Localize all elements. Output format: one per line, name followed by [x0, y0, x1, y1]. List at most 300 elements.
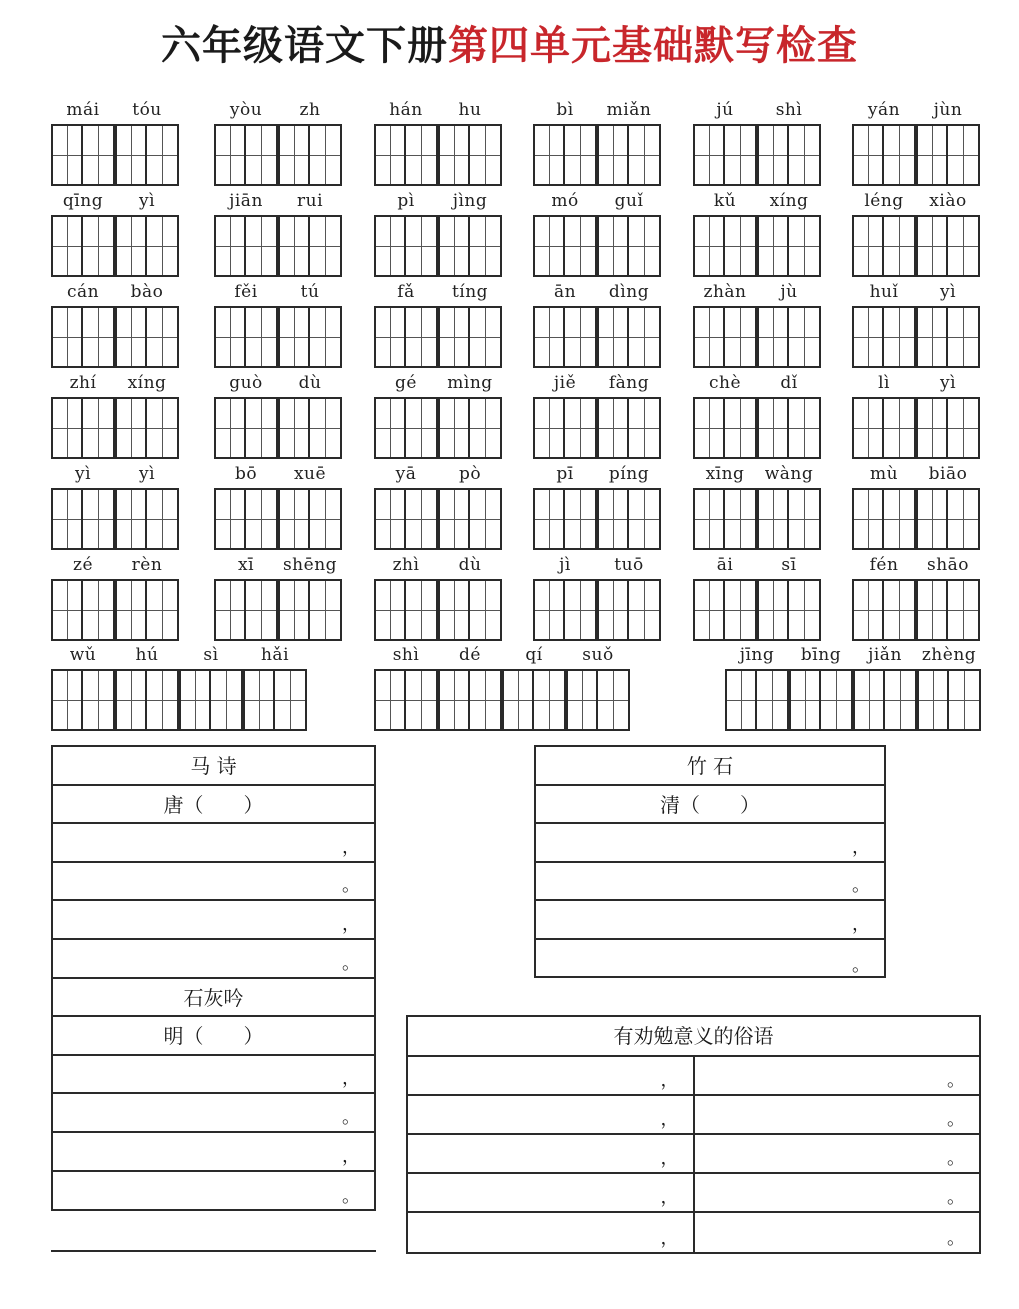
- writing-cell[interactable]: [438, 306, 470, 368]
- tianzi-grid: [214, 215, 342, 277]
- vocab-item: [214, 191, 342, 277]
- pinyin-syllable: xī: [237, 555, 255, 575]
- pinyin-syllable: yì: [138, 191, 156, 211]
- writing-cell[interactable]: [565, 579, 597, 641]
- page-title: [0, 14, 1019, 71]
- writing-cell[interactable]: [789, 579, 821, 641]
- writing-cell[interactable]: [948, 306, 980, 368]
- writing-cell[interactable]: [757, 579, 789, 641]
- punct: ，: [660, 1187, 679, 1208]
- proverb-first-half[interactable]: [408, 1135, 695, 1172]
- writing-cell[interactable]: [275, 669, 307, 731]
- title-unit: 第四单元基础默写检查: [448, 23, 858, 69]
- writing-cell[interactable]: [725, 579, 757, 641]
- writing-cell[interactable]: [789, 306, 821, 368]
- writing-cell[interactable]: [470, 579, 502, 641]
- poem-shihuiyin-line-2[interactable]: [53, 1094, 374, 1133]
- writing-cell[interactable]: [438, 397, 470, 459]
- pinyin-row: [51, 100, 179, 124]
- punct: 。: [342, 952, 360, 974]
- pinyin-syllable: zhàn: [703, 282, 747, 302]
- pinyin-row: [533, 555, 661, 579]
- writing-cell[interactable]: [115, 579, 147, 641]
- writing-cell[interactable]: [147, 215, 179, 277]
- pinyin-syllable: sì: [203, 645, 219, 665]
- writing-cell[interactable]: [115, 488, 147, 550]
- writing-cell[interactable]: [243, 669, 275, 731]
- pinyin-row: [693, 191, 821, 215]
- writing-cell[interactable]: [278, 306, 310, 368]
- punct: 。: [852, 875, 870, 897]
- pinyin-row: [214, 100, 342, 124]
- vocab-item: [693, 282, 821, 368]
- writing-cell[interactable]: [916, 397, 948, 459]
- writing-cell[interactable]: [629, 488, 661, 550]
- writing-cell[interactable]: [821, 669, 853, 731]
- writing-cell[interactable]: [83, 124, 115, 186]
- writing-cell[interactable]: [693, 306, 725, 368]
- writing-cell[interactable]: [51, 397, 83, 459]
- proverb-second-half[interactable]: [695, 1174, 980, 1211]
- writing-cell[interactable]: [565, 215, 597, 277]
- writing-cell[interactable]: [51, 579, 83, 641]
- proverb-first-half[interactable]: [408, 1174, 695, 1211]
- writing-cell[interactable]: [597, 215, 629, 277]
- writing-cell[interactable]: [211, 669, 243, 731]
- writing-cell[interactable]: [246, 488, 278, 550]
- writing-cell[interactable]: [179, 669, 211, 731]
- pinyin-row: [214, 555, 342, 579]
- pinyin-syllable: fǎ: [397, 282, 415, 302]
- writing-cell[interactable]: [51, 669, 83, 731]
- poem-zhushi-line-4[interactable]: [536, 940, 884, 979]
- pinyin-row: [51, 645, 307, 669]
- writing-cell[interactable]: [789, 669, 821, 731]
- writing-cell[interactable]: [693, 215, 725, 277]
- writing-cell[interactable]: [406, 306, 438, 368]
- vocab-item: [51, 464, 179, 550]
- poem-zhushi-author[interactable]: 清（ ）: [536, 786, 884, 825]
- vocab-item: [374, 464, 502, 550]
- writing-cell[interactable]: [214, 306, 246, 368]
- writing-cell[interactable]: [214, 215, 246, 277]
- poem-ma-line-2[interactable]: [53, 863, 374, 902]
- pinyin-row: [214, 464, 342, 488]
- pinyin-syllable: jùn: [933, 100, 963, 120]
- pinyin-syllable: xīng: [705, 464, 745, 484]
- proverb-first-half[interactable]: [408, 1057, 695, 1094]
- writing-cell[interactable]: [533, 488, 565, 550]
- tianzi-grid: [374, 306, 502, 368]
- writing-cell[interactable]: [147, 488, 179, 550]
- punct: 。: [947, 1070, 965, 1091]
- writing-cell[interactable]: [310, 215, 342, 277]
- pinyin-row: [51, 191, 179, 215]
- writing-cell[interactable]: [852, 488, 884, 550]
- pinyin-row: [693, 282, 821, 306]
- writing-cell[interactable]: [406, 124, 438, 186]
- punct: 。: [947, 1109, 965, 1130]
- writing-cell[interactable]: [438, 579, 470, 641]
- pinyin-row: [51, 555, 179, 579]
- vocab-item: [51, 373, 179, 459]
- pinyin-syllable: suǒ: [582, 645, 614, 665]
- writing-cell[interactable]: [374, 579, 406, 641]
- poem-zhushi-line-2[interactable]: [536, 863, 884, 902]
- tianzi-grid: [374, 579, 502, 641]
- writing-cell[interactable]: [115, 669, 147, 731]
- proverb-second-half[interactable]: [695, 1213, 980, 1252]
- poem-zhushi-line-1[interactable]: [536, 824, 884, 863]
- pinyin-syllable: chè: [708, 373, 742, 393]
- vocab-item: [852, 100, 980, 186]
- pinyin-syllable: mái: [66, 100, 100, 120]
- writing-cell[interactable]: [565, 397, 597, 459]
- writing-cell[interactable]: [725, 306, 757, 368]
- writing-cell[interactable]: [310, 124, 342, 186]
- writing-cell[interactable]: [246, 306, 278, 368]
- tianzi-grid: [214, 306, 342, 368]
- writing-cell[interactable]: [789, 124, 821, 186]
- writing-cell[interactable]: [597, 488, 629, 550]
- poem-ma-line-3[interactable]: [53, 901, 374, 940]
- pinyin-syllable: yì: [74, 464, 92, 484]
- pinyin-syllable: xíng: [769, 191, 809, 211]
- writing-cell[interactable]: [533, 306, 565, 368]
- writing-cell[interactable]: [51, 215, 83, 277]
- writing-cell[interactable]: [884, 579, 916, 641]
- writing-cell[interactable]: [949, 669, 981, 731]
- writing-cell[interactable]: [597, 579, 629, 641]
- proverb-first-half[interactable]: [408, 1213, 695, 1252]
- writing-cell[interactable]: [948, 579, 980, 641]
- writing-cell[interactable]: [533, 215, 565, 277]
- pinyin-syllable: cán: [66, 282, 100, 302]
- writing-cell[interactable]: [470, 215, 502, 277]
- writing-cell[interactable]: [789, 397, 821, 459]
- tianzi-grid: [374, 124, 502, 186]
- pinyin-row: [852, 373, 980, 397]
- writing-cell[interactable]: [374, 669, 406, 731]
- writing-cell[interactable]: [597, 306, 629, 368]
- tianzi-grid: [51, 397, 179, 459]
- punct: ，: [852, 913, 870, 935]
- writing-cell[interactable]: [51, 306, 83, 368]
- poem-zhushi-line-3[interactable]: [536, 901, 884, 940]
- writing-cell[interactable]: [565, 124, 597, 186]
- pinyin-syllable: lì: [878, 373, 890, 393]
- writing-cell[interactable]: [884, 397, 916, 459]
- writing-cell[interactable]: [884, 488, 916, 550]
- writing-cell[interactable]: [916, 579, 948, 641]
- proverb-second-half[interactable]: [695, 1096, 980, 1133]
- writing-cell[interactable]: [147, 669, 179, 731]
- pinyin-syllable: hǎi: [260, 645, 290, 665]
- pinyin-syllable: tóu: [132, 100, 162, 120]
- writing-cell[interactable]: [852, 579, 884, 641]
- pinyin-row: [852, 282, 980, 306]
- writing-cell[interactable]: [852, 397, 884, 459]
- pinyin-syllable: tíng: [451, 282, 489, 302]
- writing-cell[interactable]: [597, 397, 629, 459]
- writing-cell[interactable]: [757, 124, 789, 186]
- pinyin-syllable: fàng: [608, 373, 650, 393]
- pinyin-syllable: shēng: [282, 555, 338, 575]
- poem-ma-author[interactable]: 唐（ ）: [53, 786, 374, 825]
- pinyin-syllable: kǔ: [713, 191, 737, 211]
- proverb-second-half[interactable]: [695, 1135, 980, 1172]
- writing-cell[interactable]: [374, 215, 406, 277]
- writing-cell[interactable]: [533, 124, 565, 186]
- writing-cell[interactable]: [502, 669, 534, 731]
- writing-cell[interactable]: [885, 669, 917, 731]
- writing-cell[interactable]: [246, 579, 278, 641]
- writing-cell[interactable]: [948, 488, 980, 550]
- tianzi-grid: [51, 215, 179, 277]
- pinyin-row: [51, 373, 179, 397]
- writing-cell[interactable]: [83, 306, 115, 368]
- writing-cell[interactable]: [757, 215, 789, 277]
- punct: ，: [342, 836, 360, 858]
- writing-cell[interactable]: [629, 215, 661, 277]
- writing-cell[interactable]: [565, 306, 597, 368]
- writing-cell[interactable]: [725, 397, 757, 459]
- writing-cell[interactable]: [310, 488, 342, 550]
- writing-cell[interactable]: [438, 669, 470, 731]
- poem-shihuiyin-line-1[interactable]: [53, 1056, 374, 1095]
- writing-cell[interactable]: [147, 124, 179, 186]
- tianzi-grid: [533, 215, 661, 277]
- vocab-item: [214, 282, 342, 368]
- writing-cell[interactable]: [725, 669, 757, 731]
- pinyin-syllable: pò: [458, 464, 482, 484]
- pinyin-row: [533, 100, 661, 124]
- poem-shihuiyin-line-3[interactable]: [53, 1133, 374, 1172]
- pinyin-row: [374, 645, 630, 669]
- writing-cell[interactable]: [310, 306, 342, 368]
- writing-cell[interactable]: [725, 488, 757, 550]
- writing-cell[interactable]: [246, 397, 278, 459]
- writing-cell[interactable]: [629, 397, 661, 459]
- writing-cell[interactable]: [374, 397, 406, 459]
- writing-cell[interactable]: [246, 124, 278, 186]
- pinyin-syllable: jìng: [452, 191, 488, 211]
- punct: 。: [947, 1228, 965, 1249]
- writing-cell[interactable]: [83, 488, 115, 550]
- pinyin-syllable: yán: [867, 100, 901, 120]
- writing-cell[interactable]: [597, 124, 629, 186]
- pinyin-row: [51, 282, 179, 306]
- writing-cell[interactable]: [916, 124, 948, 186]
- pinyin-syllable: jì: [559, 555, 571, 575]
- tianzi-grid: [51, 669, 307, 731]
- tianzi-grid: [693, 488, 821, 550]
- writing-cell[interactable]: [533, 579, 565, 641]
- tianzi-grid: [214, 124, 342, 186]
- writing-cell[interactable]: [916, 215, 948, 277]
- pinyin-row: [693, 555, 821, 579]
- pinyin-row: [533, 191, 661, 215]
- proverb-second-half[interactable]: [695, 1057, 980, 1094]
- writing-cell[interactable]: [115, 215, 147, 277]
- pinyin-syllable: ān: [553, 282, 577, 302]
- poem-ma-line-1[interactable]: [53, 824, 374, 863]
- writing-cell[interactable]: [917, 669, 949, 731]
- writing-cell[interactable]: [470, 488, 502, 550]
- writing-cell[interactable]: [852, 215, 884, 277]
- writing-cell[interactable]: [470, 306, 502, 368]
- writing-cell[interactable]: [115, 306, 147, 368]
- writing-cell[interactable]: [214, 397, 246, 459]
- tianzi-grid: [374, 669, 630, 731]
- writing-cell[interactable]: [884, 124, 916, 186]
- pinyin-syllable: zhì: [392, 555, 420, 575]
- pinyin-syllable: jú: [716, 100, 734, 120]
- writing-cell[interactable]: [406, 669, 438, 731]
- writing-cell[interactable]: [693, 579, 725, 641]
- writing-cell[interactable]: [51, 124, 83, 186]
- pinyin-row: [693, 373, 821, 397]
- pinyin-syllable: zhí: [69, 373, 97, 393]
- writing-cell[interactable]: [629, 579, 661, 641]
- writing-cell[interactable]: [115, 397, 147, 459]
- writing-cell[interactable]: [51, 488, 83, 550]
- proverb-first-half[interactable]: [408, 1096, 695, 1133]
- writing-cell[interactable]: [278, 124, 310, 186]
- writing-cell[interactable]: [374, 124, 406, 186]
- writing-cell[interactable]: [533, 397, 565, 459]
- pinyin-syllable: zé: [72, 555, 94, 575]
- writing-cell[interactable]: [115, 124, 147, 186]
- writing-cell[interactable]: [406, 579, 438, 641]
- pinyin-row: [533, 464, 661, 488]
- writing-cell[interactable]: [948, 124, 980, 186]
- writing-cell[interactable]: [214, 579, 246, 641]
- writing-cell[interactable]: [757, 397, 789, 459]
- pinyin-syllable: bō: [234, 464, 258, 484]
- poem-zhushi-title: 竹 石: [536, 747, 884, 786]
- writing-cell[interactable]: [83, 215, 115, 277]
- poem-shihuiyin-author[interactable]: 明（ ）: [53, 1017, 374, 1056]
- writing-cell[interactable]: [406, 488, 438, 550]
- writing-cell[interactable]: [693, 488, 725, 550]
- writing-cell[interactable]: [83, 397, 115, 459]
- vocab-item: [725, 645, 981, 731]
- writing-cell[interactable]: [278, 397, 310, 459]
- writing-cell[interactable]: [374, 306, 406, 368]
- writing-cell[interactable]: [406, 397, 438, 459]
- writing-cell[interactable]: [884, 215, 916, 277]
- writing-cell[interactable]: [948, 397, 980, 459]
- writing-cell[interactable]: [853, 669, 885, 731]
- writing-cell[interactable]: [693, 124, 725, 186]
- writing-cell[interactable]: [147, 397, 179, 459]
- writing-cell[interactable]: [246, 215, 278, 277]
- tianzi-grid: [374, 397, 502, 459]
- writing-cell[interactable]: [83, 669, 115, 731]
- tianzi-grid: [51, 488, 179, 550]
- writing-cell[interactable]: [147, 579, 179, 641]
- writing-cell[interactable]: [725, 124, 757, 186]
- vocab-item: [214, 464, 342, 550]
- punct: 。: [342, 1186, 360, 1208]
- writing-cell[interactable]: [916, 488, 948, 550]
- tianzi-grid: [214, 579, 342, 641]
- writing-cell[interactable]: [278, 215, 310, 277]
- writing-cell[interactable]: [852, 306, 884, 368]
- writing-cell[interactable]: [757, 488, 789, 550]
- writing-cell[interactable]: [470, 669, 502, 731]
- title-grade: 六年级语文下册: [161, 23, 448, 69]
- writing-cell[interactable]: [852, 124, 884, 186]
- writing-cell[interactable]: [310, 397, 342, 459]
- pinyin-syllable: zh: [299, 100, 321, 120]
- pinyin-syllable: rèn: [131, 555, 163, 575]
- pinyin-syllable: mó: [551, 191, 579, 211]
- writing-cell[interactable]: [214, 124, 246, 186]
- writing-cell[interactable]: [147, 306, 179, 368]
- writing-cell[interactable]: [534, 669, 566, 731]
- writing-cell[interactable]: [948, 215, 980, 277]
- writing-cell[interactable]: [757, 669, 789, 731]
- writing-cell[interactable]: [598, 669, 630, 731]
- writing-cell[interactable]: [757, 306, 789, 368]
- vocab-item: [693, 373, 821, 459]
- writing-cell[interactable]: [438, 215, 470, 277]
- writing-cell[interactable]: [693, 397, 725, 459]
- writing-cell[interactable]: [629, 306, 661, 368]
- writing-cell[interactable]: [438, 488, 470, 550]
- writing-cell[interactable]: [629, 124, 661, 186]
- poem-zhushi-box: [534, 745, 886, 978]
- writing-cell[interactable]: [83, 579, 115, 641]
- pinyin-row: [852, 191, 980, 215]
- pinyin-syllable: dìng: [608, 282, 650, 302]
- pinyin-syllable: pì: [397, 191, 415, 211]
- writing-cell[interactable]: [916, 306, 948, 368]
- tianzi-grid: [51, 124, 179, 186]
- punct: 。: [852, 954, 870, 976]
- writing-cell[interactable]: [278, 579, 310, 641]
- writing-cell[interactable]: [470, 397, 502, 459]
- writing-cell[interactable]: [438, 124, 470, 186]
- writing-cell[interactable]: [406, 215, 438, 277]
- tianzi-grid: [852, 488, 980, 550]
- writing-cell[interactable]: [566, 669, 598, 731]
- writing-cell[interactable]: [725, 215, 757, 277]
- pinyin-syllable: shāo: [926, 555, 970, 575]
- pinyin-syllable: wǔ: [69, 645, 97, 665]
- pinyin-syllable: fěi: [234, 282, 258, 302]
- punct: ，: [342, 1068, 360, 1090]
- pinyin-syllable: guǐ: [614, 191, 644, 211]
- vocab-item: [214, 555, 342, 641]
- writing-cell[interactable]: [310, 579, 342, 641]
- poem-ma-line-4[interactable]: [53, 940, 374, 979]
- poem-shihuiyin-line-4[interactable]: [53, 1172, 374, 1211]
- writing-cell[interactable]: [789, 215, 821, 277]
- tianzi-grid: [51, 306, 179, 368]
- writing-cell[interactable]: [214, 488, 246, 550]
- writing-cell[interactable]: [278, 488, 310, 550]
- writing-cell[interactable]: [470, 124, 502, 186]
- pinyin-syllable: mìng: [447, 373, 493, 393]
- writing-cell[interactable]: [374, 488, 406, 550]
- writing-cell[interactable]: [565, 488, 597, 550]
- writing-cell[interactable]: [789, 488, 821, 550]
- pinyin-row: [374, 191, 502, 215]
- writing-cell[interactable]: [884, 306, 916, 368]
